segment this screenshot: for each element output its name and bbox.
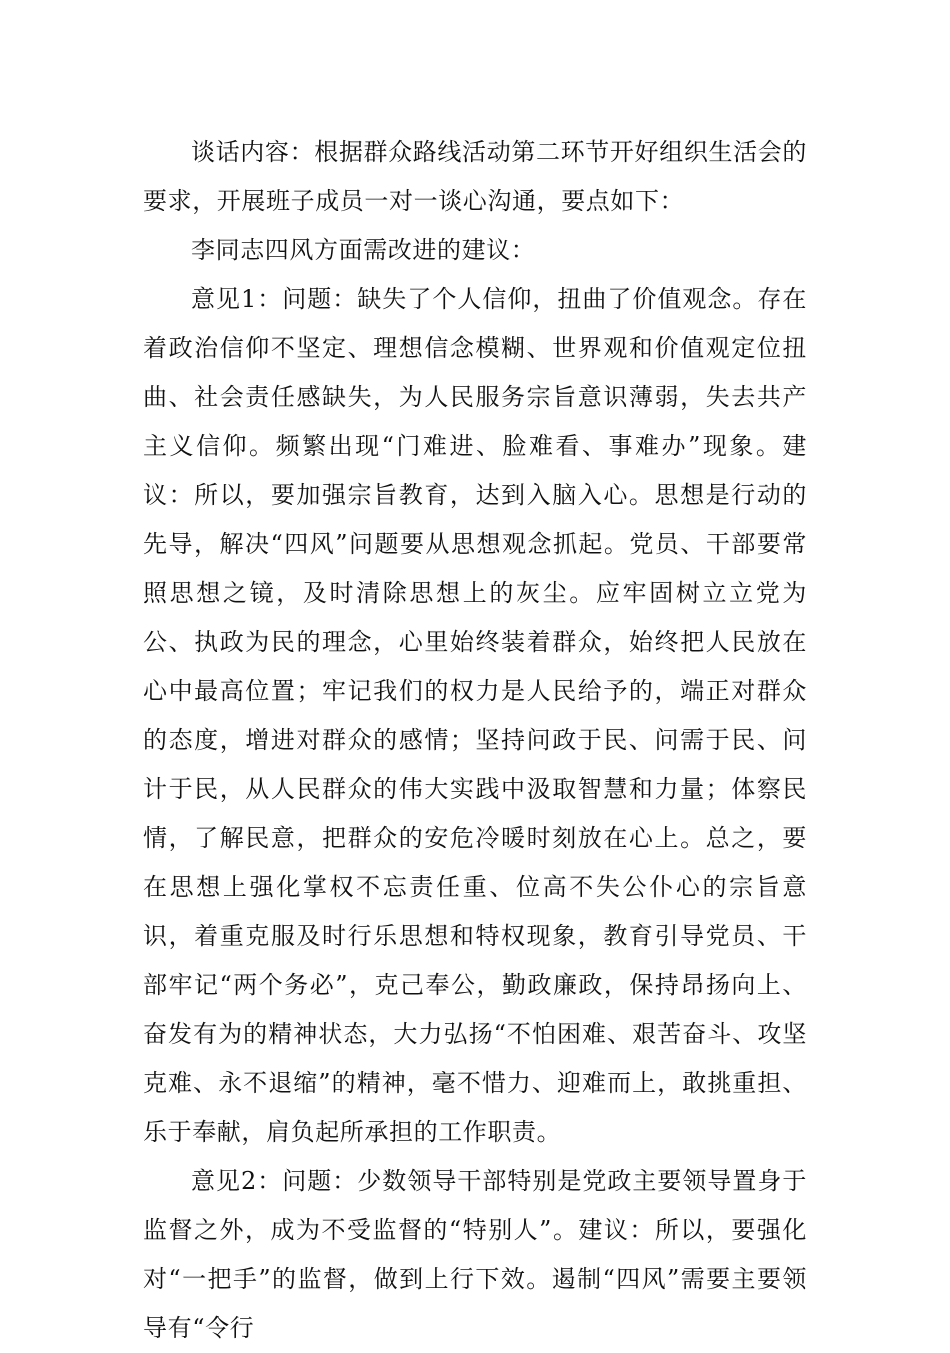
paragraph-opinion-1: 意见1：问题：缺失了个人信仰，扭曲了价值观念。存在着政治信仰不坚定、理想信念模糊、世界观和价值观定位扭曲、社会责任感缺失，为人民服务宗旨意识薄弱，失去共产主义信仰。频繁出现“门难进、脸难看、事难办”现象。建议：所以，要加强宗旨教育，达到入脑入心。思想是行动的先导，解决“四风”问题要从思想观念抓起。党员、干部要常照思想之镜，及时清除思想上的灰尘。应牢固树立立党为公、执政为民的理念，心里始终装着群众，始终把人民放在心中最高位置；牢记我们的权力是人民给予的，端正对群众的态度，增进对群众的感情；坚持问政于民、问需于民、问计于民，从人民群众的伟大实践中汲取智慧和力量；体察民情，了解民意，把群众的安危冷暖时刻放在心上。总之，要在思想上强化掌权不忘责任重、位高不失公仆心的宗旨意识，着重克服及时行乐思想和特权现象，教育引导党员、干部牢记“两个务必”，克己奉公，勤政廉政，保持昂扬向上、奋发有为的精神状态，大力弘扬“不怕困难、艰苦奋斗、攻坚克难、永不退缩”的精神，毫不惜力、迎难而上，敢挑重担、乐于奉献，肩负起所承担的工作职责。	[143, 285, 807, 1146]
paragraph-intro: 谈话内容：根据群众路线活动第二环节开好组织生活会的要求，开展班子成员一对一谈心沟通，要点如下：	[143, 138, 807, 215]
document-body	[143, 128, 807, 1353]
paragraph-opinion-2: 意见2：问题：少数领导干部特别是党政主要领导置身于监督之外，成为不受监督的“特别人”。建议：所以，要强化对“一把手”的监督，做到上行下效。遏制“四风”需要主要领导有“令行	[143, 1167, 807, 1342]
paragraph-heading: 李同志四风方面需改进的建议：	[191, 236, 536, 264]
